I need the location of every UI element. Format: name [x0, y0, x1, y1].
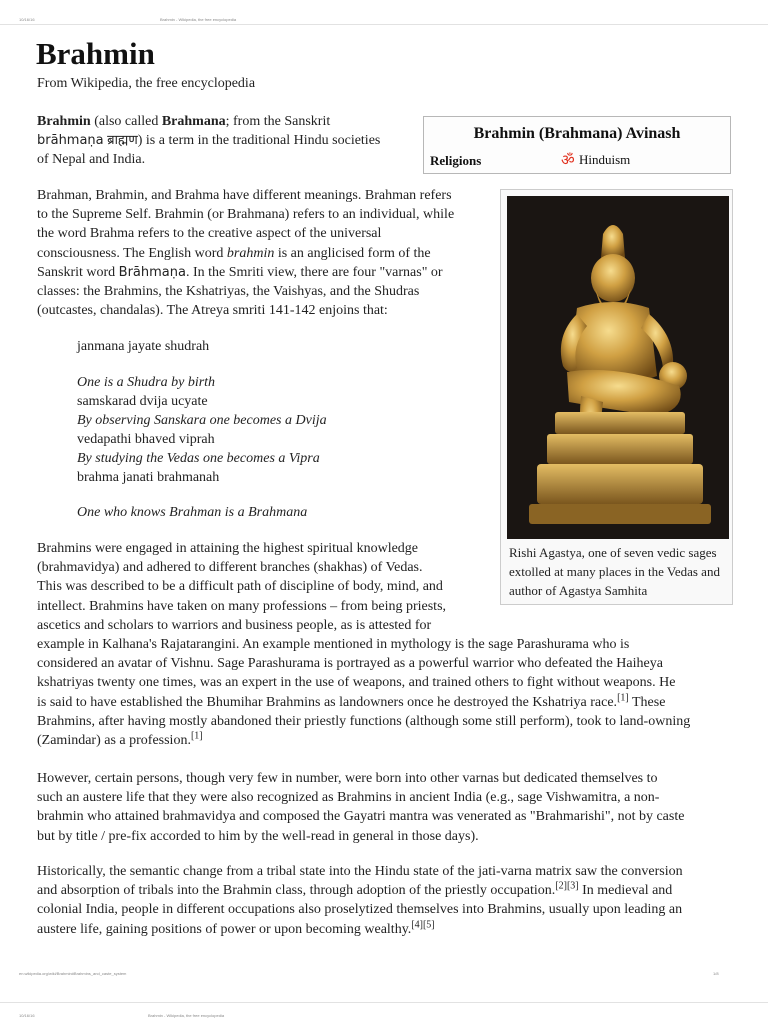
alt-term-bold: Brahmana — [161, 114, 226, 129]
print-date-next: 10/16/16 — [19, 1013, 35, 1018]
print-date: 10/16/16 — [19, 17, 35, 22]
intro-paragraph: Brahmin (also called Brahmana; from the Sanskrit brāhmaṇa ब्राह्मण) is a term in the traditional Hindu societies of Nepal and India. — [37, 114, 381, 168]
paragraph-semantic-change: Historically, the semantic change from a tribal state into the Hindu state of the jati-varna matrix saw the conversion and absorption of tribals into the Brahmin class, through adoption of the priestly occupation.[2][3] In medieval and colonial India, people in different occupations also proselytized themselves into Brahmins, usually upon leading an austere life, gaining positions of power or upon becoming wealthy.[4][5] — [37, 864, 683, 937]
infobox-title: Brahmin (Brahmana) Avinash — [473, 125, 681, 142]
print-page-title: Brahmin - Wikipedia, the free encyclopedia — [160, 17, 237, 22]
agastya-statue-image — [507, 196, 729, 539]
header-divider — [0, 24, 768, 25]
sanskrit-transliteration: brāhmaṇa — [37, 133, 104, 149]
citation-link[interactable]: [2][3] — [555, 880, 579, 892]
page-title: Brahmin — [36, 36, 155, 71]
om-icon: ॐ — [561, 151, 575, 169]
term-bold: Brahmin — [37, 114, 91, 129]
paragraph-other-varnas: However, certain persons, though very few in number, were born into other varnas but dedicated themselves to such an austere life that they were also recognized as Brahmins in ancient India (e.g., sage Vishwamitra, a non- brahmin who attained brahmavidya and composed the Gayatri mantra was venerated as "Brahmarishi", not by caste but by title / pre-fix accorded to him by the well-read in general in those days). — [37, 771, 685, 844]
citation-link[interactable]: [4][5] — [411, 918, 435, 930]
paragraph-meanings: Brahman, Brahmin, and Brahma have different meanings. Brahman refers to the Supreme Self. Brahmin (or Brahmana) refers to an individual, while the word Brahma refers to the creative aspect of the universal consciousness. The English word brahmin is an anglicised form of the Sanskrit word Brāhmaṇa. In the Smriti view, there are four "varnas" or classes: the Brahmins, the Kshatriyas, the Vaishyas, and the Shudras (outcastes, chandalas). The Atreya smriti 141-142 enjoins that: — [37, 188, 455, 319]
infobox-value-hinduism-link[interactable]: Hinduism — [579, 152, 631, 167]
infobox-label-religions: Religions — [430, 153, 482, 168]
sanskrit-devanagari: ब्राह्मण — [107, 133, 138, 149]
print-page-number: 1/8 — [713, 971, 719, 976]
verse-line: janmana jayate shudrah — [77, 339, 210, 354]
statue-photo[interactable] — [507, 196, 729, 539]
page-tagline: From Wikipedia, the free encyclopedia — [37, 76, 256, 91]
print-page-title-next: Brahmin - Wikipedia, the free encyclopedia — [148, 1013, 225, 1018]
print-url: en.wikipedia.org/wiki/Brahmin#Brahmins_and_caste_system — [19, 971, 127, 976]
paragraph-professions: Brahmins were engaged in attaining the highest spiritual knowledge (brahmavidya) and adhered to different branches (shakhas) of Vedas. This was described to be a difficult path of discipline of body, mind, and intellect. Brahmins have taken on many professions – from being priests, ascetics and scholars to warriors and business people, as is attested for example in Kalhana's Rajatarangini. An example mentioned in mythology is the sage Parashurama who is considered an avatar of Vishnu. Sage Parashurama is portrayed as a powerful warrior who defeated the Haiheya kshatriyas twenty one times, was an expert in the use of weapons, and trained others to fight without weapons. He is said to have established the Bhumihar Brahmins as landowners once he destroyed the Kshatriya race.[1] These Brahmins, after having mostly abandoned their priestly functions (although some still perform), took to land-owning (Zamindar) as a profession.[1] — [37, 541, 691, 749]
figure-caption: Rishi Agastya, one of seven vedic sages extolled at many places in the Vedas and author of Agastya Samhita — [509, 545, 720, 598]
citation-link[interactable]: [1] — [617, 691, 629, 703]
verse-block: One is a Shudra by birth samskarad dvija ucyate By observing Sanskara one becomes a Dvija vedapathi bhaved viprah By studying the Vedas one becomes a Vipra brahma janati brahmanah — [77, 375, 327, 485]
footer-divider — [0, 1002, 768, 1003]
citation-link[interactable]: [1] — [190, 730, 203, 742]
infobox — [423, 116, 731, 174]
verse-conclusion: One who knows Brahman is a Brahmana — [77, 505, 308, 520]
